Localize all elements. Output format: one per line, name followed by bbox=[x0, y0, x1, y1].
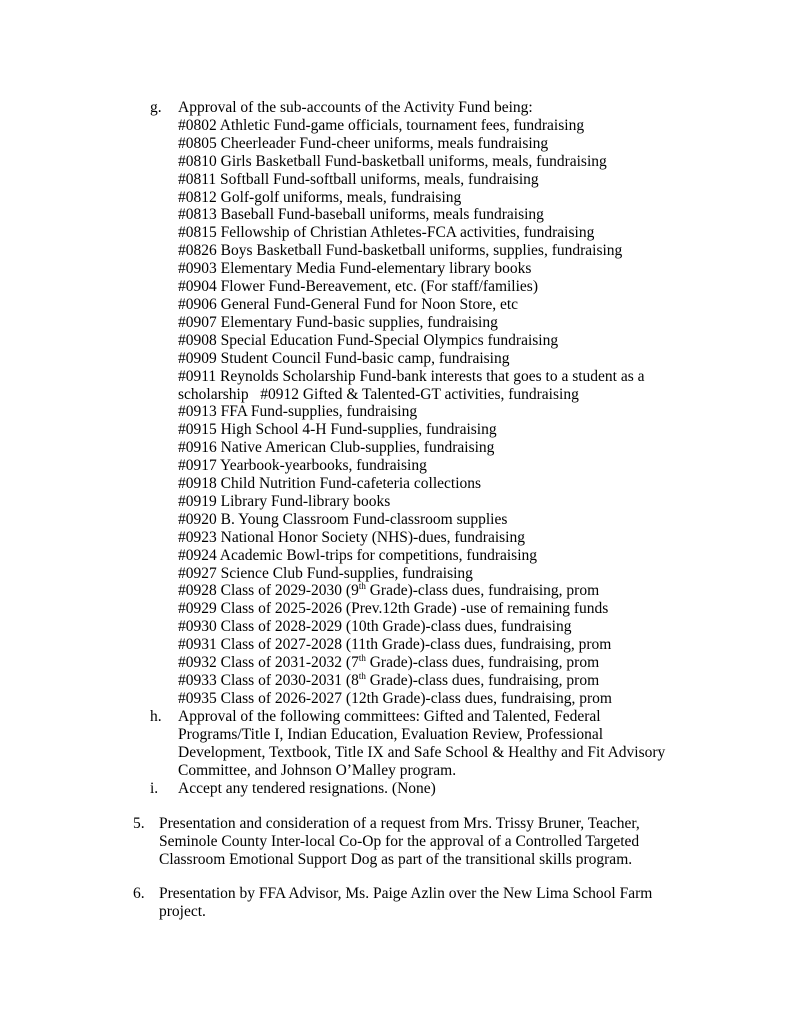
class-account-text: #0931 Class of 2027-2028 (11th Grade)-class dues, fundraising, prom bbox=[178, 636, 612, 654]
item-g-intro: Approval of the sub-accounts of the Activity Fund being: bbox=[178, 99, 533, 116]
item-number: 5. bbox=[133, 815, 145, 832]
activity-fund-list bbox=[178, 99, 750, 708]
ffa-presentation-text bbox=[159, 885, 693, 921]
agenda-item-i bbox=[150, 780, 710, 798]
class-account-text: #0930 Class of 2028-2029 (10th Grade)-class dues, fundraising bbox=[178, 618, 572, 636]
sub-account-line: #0916 Native American Club-supplies, fundraising bbox=[178, 439, 495, 457]
text-line: project. bbox=[159, 902, 206, 920]
sub-account-line: #0815 Fellowship of Christian Athletes-FCA activities, fundraising bbox=[178, 224, 595, 242]
agenda-item-6 bbox=[133, 885, 693, 921]
agenda-item-5 bbox=[133, 815, 693, 869]
class-account-line bbox=[178, 654, 750, 672]
sub-account-line: #0923 National Honor Society (NHS)-dues, fundraising bbox=[178, 528, 525, 546]
sub-account-line: #0909 Student Council Fund-basic camp, fundraising bbox=[178, 349, 510, 367]
text-line: Programs/Title I, Indian Education, Evaluation Review, Professional bbox=[178, 725, 604, 743]
class-account-lines bbox=[178, 582, 750, 707]
sub-account-line: #0924 Academic Bowl-trips for competitions, fundraising bbox=[178, 546, 538, 564]
ordinal-suffix: th bbox=[358, 653, 366, 664]
class-account-line bbox=[178, 600, 750, 618]
sub-account-line: #0927 Science Club Fund-supplies, fundraising bbox=[178, 564, 473, 582]
sub-account-line: #0802 Athletic Fund-game officials, tournament fees, fundraising bbox=[178, 116, 585, 134]
class-account-text: #0935 Class of 2026-2027 (12th Grade)-class dues, fundraising, prom bbox=[178, 689, 612, 707]
sub-account-line: #0918 Child Nutrition Fund-cafeteria collections bbox=[178, 475, 482, 493]
ordinal-suffix: th bbox=[358, 671, 366, 681]
class-account-text: #0933 Class of 2030-2031 (8 bbox=[178, 672, 359, 689]
item-marker: h. bbox=[150, 708, 162, 725]
class-account-text: Grade)-class dues, fundraising, prom bbox=[365, 672, 600, 689]
class-account-line bbox=[178, 582, 750, 600]
sub-account-line: #0911 Reynolds Scholarship Fund-bank interests that goes to a student as a bbox=[178, 367, 645, 385]
text-line: Seminole County Inter-local Co-Op for the approval of a Controlled Targeted bbox=[159, 832, 640, 850]
class-account-line bbox=[178, 672, 750, 690]
sub-account-line: #0919 Library Fund-library books bbox=[178, 492, 391, 510]
class-account-line bbox=[178, 690, 750, 708]
presentation-request-text bbox=[159, 815, 693, 869]
sub-account-line: scholarship #0912 Gifted & Talented-GT activities, fundraising bbox=[178, 385, 579, 403]
sub-account-line: #0915 High School 4-H Fund-supplies, fundraising bbox=[178, 421, 497, 439]
sub-account-line: #0903 Elementary Media Fund-elementary library books bbox=[178, 260, 532, 278]
class-account-text: Grade)-class dues, fundraising, prom bbox=[365, 582, 600, 600]
text-line: Presentation by FFA Advisor, Ms. Paige Azlin over the New Lima School Farm bbox=[159, 885, 653, 902]
item-marker: g. bbox=[150, 99, 162, 116]
sub-account-line: #0805 Cheerleader Fund-cheer uniforms, meals fundraising bbox=[178, 134, 549, 152]
resignations-text: Accept any tendered resignations. (None) bbox=[178, 780, 436, 797]
sub-account-lines bbox=[178, 117, 750, 583]
text-line: Classroom Emotional Support Dog as part of the transitional skills program. bbox=[159, 850, 633, 868]
text-line: Committee, and Johnson O’Malley program. bbox=[178, 761, 457, 779]
committees-approval-text bbox=[178, 708, 710, 780]
class-account-text: #0928 Class of 2029-2030 (9 bbox=[178, 582, 359, 600]
ordinal-suffix: th bbox=[358, 581, 366, 592]
class-account-text: Grade)-class dues, fundraising, prom bbox=[365, 654, 600, 672]
text-line: Approval of the following committees: Gifted and Talented, Federal bbox=[178, 708, 601, 725]
class-account-line bbox=[178, 636, 750, 654]
item-marker: i. bbox=[150, 780, 159, 797]
class-account-text: #0929 Class of 2025-2026 (Prev.12th Grade) -use of remaining funds bbox=[178, 600, 609, 618]
agenda-item-h bbox=[150, 708, 710, 780]
sub-account-line: #0907 Elementary Fund-basic supplies, fundraising bbox=[178, 313, 498, 331]
agenda-item-g bbox=[150, 99, 750, 708]
sub-account-line: #0810 Girls Basketball Fund-basketball uniforms, meals, fundraising bbox=[178, 152, 607, 170]
sub-account-line: #0913 FFA Fund-supplies, fundraising bbox=[178, 403, 418, 421]
sub-account-line: #0917 Yearbook-yearbooks, fundraising bbox=[178, 457, 427, 475]
sub-account-line: #0813 Baseball Fund-baseball uniforms, meals fundraising bbox=[178, 206, 544, 224]
class-account-text: #0932 Class of 2031-2032 (7 bbox=[178, 654, 359, 672]
sub-account-line: #0811 Softball Fund-softball uniforms, meals, fundraising bbox=[178, 170, 539, 188]
sub-account-line: #0908 Special Education Fund-Special Olympics fundraising bbox=[178, 331, 559, 349]
class-account-line bbox=[178, 618, 750, 636]
sub-account-line: #0920 B. Young Classroom Fund-classroom supplies bbox=[178, 510, 508, 528]
item-number: 6. bbox=[133, 885, 145, 902]
text-line: Development, Textbook, Title IX and Safe School & Healthy and Fit Advisory bbox=[178, 743, 666, 761]
sub-account-line: #0906 General Fund-General Fund for Noon Store, etc bbox=[178, 295, 519, 313]
text-line: Presentation and consideration of a request from Mrs. Trissy Bruner, Teacher, bbox=[159, 815, 640, 832]
sub-account-line: #0826 Boys Basketball Fund-basketball uniforms, supplies, fundraising bbox=[178, 242, 623, 260]
sub-account-line: #0812 Golf-golf uniforms, meals, fundraising bbox=[178, 188, 462, 206]
sub-account-line: #0904 Flower Fund-Bereavement, etc. (For staff/families) bbox=[178, 278, 538, 296]
